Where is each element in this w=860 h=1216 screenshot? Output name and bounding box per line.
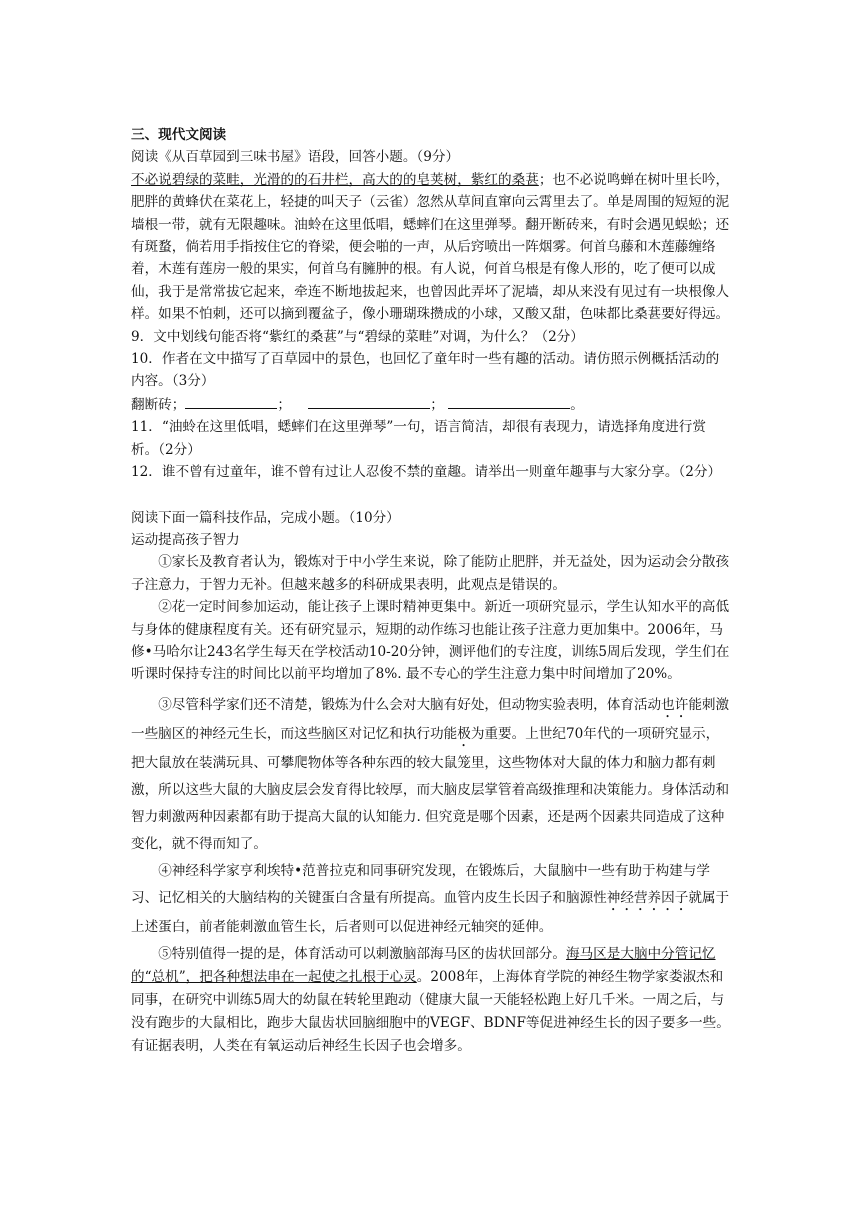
paragraph-4	[131, 858, 731, 941]
paragraph-3-text: ③尽管科学家们还不清楚，锻炼为什么会对大脑有好处，但动物实验表明，体育活动	[158, 696, 662, 713]
answer-blank-3[interactable]	[448, 393, 570, 409]
answer-blank-2[interactable]	[308, 393, 430, 409]
separator: ；	[430, 396, 444, 413]
reading1-intro: 阅读《从百草园到三味书屋》语段，回答小题。（9分）	[131, 149, 460, 166]
answer-blank-1[interactable]	[185, 393, 277, 409]
question-11: 11．“油蛉在这里低唱，蟋蟀们在这里弹琴”一句，语言简洁，却很有表现力，请选择角度进行赏析。（2分）	[131, 419, 706, 458]
paragraph-5-text: ⑤特别值得一提的是，体育活动可以刺激脑部海马区的齿状回部分。	[158, 945, 566, 962]
reading1-passage	[131, 169, 731, 326]
question-12: 12．谁不曾有过童年，谁不曾有过让人忍俊不禁的童趣。请举出一则童年趣事与大家分享。（2分）	[131, 464, 722, 481]
paragraph-4-text: 就属于上述蛋白，前者能刺激血管生长，后者则可以促进神经元轴突的延伸。	[131, 889, 730, 935]
reading2-intro: 阅读下面一篇科技作品，完成小题。（10分）	[131, 509, 400, 526]
separator: ；	[277, 396, 291, 413]
section-title: 三、现代文阅读	[131, 127, 227, 143]
underlined-sentence: 不必说碧绿的菜畦，光滑的的石井栏，高大的的皂荚树，紫红的桑葚	[131, 171, 539, 188]
paragraph-5-text: 。2008年，上海体育学院的神经生物学家娄淑杰和同事，在研究中训练5周大的幼鼠在转轮里跑动（健康大鼠一天能轻松跑上好几千米。一周之后，与没有跑步的大鼠相比，跑步大鼠齿状回脑细胞中的VEGF、BDNF等促进神经生长的因子要多一些。有证据表明，人类在有氧运动后神经生长因子也会增多。	[131, 968, 730, 1054]
separator: 。	[570, 396, 584, 413]
paragraph-2: ②花一定时间参加运动，能让孩子上课时精神更集中。新近一项研究显示，学生认知水平的高低与身体的健康程度有关。还有研究显示，短期的动作练习也能让孩子注意力更加集中。2006年，马修•马哈尔让243名学生每天在学校活动10-20分钟，测评他们的专注度，训练5周后发现，学生们在听课时保持专注的时间比以前平均增加了8%. 最不专心的学生注意力集中时间增加了20%。	[131, 599, 730, 683]
emphasized-word: 也许	[661, 696, 689, 713]
article-title: 运动提高孩子智力	[131, 531, 240, 548]
document-page	[131, 124, 731, 1058]
question-9: 9．文中划线句能否将“紫红的桑葚”与“碧绿的菜畦”对调，为什么？（2分）	[131, 328, 584, 345]
paragraph-5	[131, 943, 731, 1058]
example-answer: 翻断砖；	[131, 396, 186, 413]
underlined-sentence: 海马区是大脑中分管记忆的“总机”，把各种想法串在一起使之扎根于心灵	[131, 945, 716, 985]
question-10-answer-line	[131, 393, 731, 416]
question-10: 10．作者在文中描写了百草园中的景色，也回忆了童年时一些有趣的活动。请仿照示例概括活动的内容。（3分）	[131, 351, 720, 390]
passage-text: ；也不必说鸣蝉在树叶里长吟，肥胖的黄蜂伏在菜花上，轻捷的叫天子（云雀）忽然从草间直窜向云霄里去了。单是周围的短短的泥墙根一带，就有无限趣味。油蛉在这里低唱，蟋蟀们在这里弹琴。翻开断砖来，有时会遇见蜈蚣；还有斑蝥，倘若用手指按住它的脊梁，便会啪的一声，从后窍喷出一阵烟雾。何首乌藤和木莲藤缠络着，木莲有莲房一般的果实，何首乌有臃肿的根。有人说，何首乌根是有像人形的，吃了便可以成仙，我于是常常拔它起来，牵连不断地拔起来，也曾因此弄坏了泥墙，却从来没有见过有一块根像人样。如果不怕刺，还可以摘到覆盆子，像小珊瑚珠攒成的小球，又酸又甜，色味都比桑葚要好得远。	[131, 171, 730, 323]
emphasized-word: 神经营养因子	[606, 889, 689, 906]
emphasized-word: 极	[457, 725, 471, 742]
paragraph-3-text: 为重要。上世纪70年代的一项研究显示，把大鼠放在装满玩具、可攀爬物体等各种东西的较大鼠笼里，这些物体对大鼠的体力和脑力都有刺激，所以这些大鼠的大脑皮层会发育得比较厚，而大脑皮层掌管着高级推理和决策能力。身体活动和智力刺激两种因素都有助于提高大鼠的认知能力. 但究竟是哪个因素，还是两个因素共同造成了这种变化，就不得而知了。	[131, 725, 730, 852]
paragraph-1: ①家长及教育者认为，锻炼对于中小学生来说，除了能防止肥胖，并无益处，因为运动会分散孩子注意力，于智力无补。但越来越多的科研成果表明，此观点是错误的。	[131, 554, 730, 593]
paragraph-4-text: ④神经科学家亨利埃特•范普拉克和同事研究发现，在锻炼后，大鼠脑中一些有助于构建与学习、记忆相关的大脑结构的关键蛋白含量有所提高。血管内皮生长因子和脑源性	[131, 862, 710, 906]
paragraph-3-text: 能刺激一些脑区的神经元生长，而这些脑区对记忆和执行功能	[131, 696, 730, 742]
paragraph-3	[131, 692, 731, 858]
